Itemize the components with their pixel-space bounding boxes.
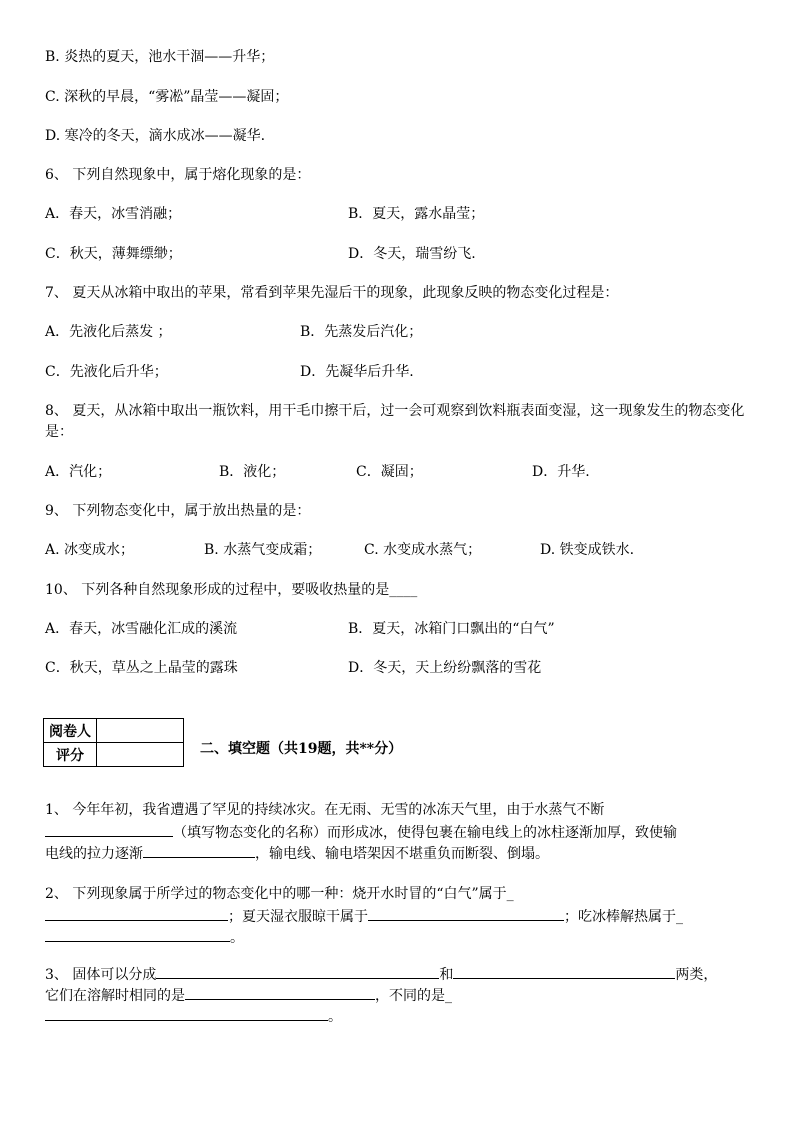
fill-q2-text3: ；吃冰棒解热属于_ (564, 909, 683, 925)
fill-q1-text1: 1、 今年年初，我省遭遇了罕见的持续冰灾。在无雨、无雪的冰冻天气里，由于水蒸气不断 (45, 802, 605, 818)
fill-q2-text2: ；夏天湿衣服晾干属于 (228, 909, 368, 925)
fill-q3-line3 (45, 1005, 342, 1025)
q7-option-a: A．先液化后蒸发 ； (45, 324, 172, 340)
q10-option-d: D．冬天，天上纷纷飘落的雪花 (348, 660, 542, 676)
score-label: 评分 (44, 743, 97, 767)
fill-q3-text5: ，不同的是_ (375, 988, 452, 1004)
q7-option-c: C．先液化后升华； (45, 364, 168, 380)
q7-stem: 7、 夏天从冰箱中取出的苹果，常看到苹果先湿后干的现象，此现象反映的物态变化过程是： (45, 285, 619, 301)
q9-stem: 9、 下列物态变化中，属于放出热量的是： (45, 503, 311, 519)
q9-option-b: B. 水蒸气变成霜； (204, 542, 322, 558)
q5-option-c: C. 深秋的早晨，“雾凇”晶莹——凝固； (45, 89, 289, 105)
q6-stem: 6、 下列自然现象中，属于熔化现象的是： (45, 167, 311, 183)
fill-q3-blank4[interactable] (45, 1005, 328, 1021)
fill-q3-text6: 。 (328, 1009, 342, 1025)
q9-option-d: D. 铁变成铁水. (540, 542, 635, 558)
fill-q1-text2: （填写物态变化的名称）而形成冰，使得包裹在输电线上的冰柱逐渐加厚，致使输 (173, 825, 677, 841)
q6-option-a: A．春天，冰雪消融； (45, 206, 182, 222)
fill-q3-text2: 和 (439, 967, 454, 983)
q5-option-d: D. 寒冷的冬天，滴水成冰——凝华. (45, 128, 266, 144)
q8-option-b: B．液化； (219, 464, 286, 480)
score-table (43, 718, 184, 767)
fill-q2-text4: 。 (230, 930, 244, 946)
fill-q3-line2 (45, 984, 452, 1004)
fill-q2-blank2[interactable] (368, 905, 564, 921)
fill-q2-line2 (45, 905, 683, 925)
q6-option-b: B．夏天，露水晶莹； (348, 206, 485, 222)
q8-stem: 8、 夏天，从冰箱中取出一瓶饮料，用干毛巾擦干后，过一会可观察到饮料瓶表面变湿，这一现象发生的物态变化是： (45, 403, 745, 440)
q9-option-a: A. 冰变成水； (45, 542, 135, 558)
fill-q3-blank1[interactable] (156, 963, 439, 979)
fill-q1-text3: 电线的拉力逐渐 (45, 846, 143, 862)
q7-option-d: D．先凝华后升华. (300, 364, 414, 380)
fill-q2-blank1[interactable] (45, 905, 228, 921)
fill-q3-text3: 两类， (675, 967, 718, 983)
reviewer-label: 阅卷人 (44, 719, 97, 743)
q10-stem: 10、 下列各种自然现象形成的过程中，要吸收热量的是____ (45, 582, 418, 598)
fill-q1-blank2[interactable] (143, 842, 255, 858)
q9-option-c: C. 水变成水蒸气； (364, 542, 482, 558)
fill-q2-text1: 2、 下列现象属于所学过的物态变化中的哪一种：烧开水时冒的“白气”属于_ (45, 886, 514, 902)
fill-q2-line3 (45, 926, 244, 946)
section-title: 二、填空题（共19题，共**分） (200, 741, 403, 757)
q8-option-c: C．凝固； (356, 464, 423, 480)
fill-q3-blank2[interactable] (453, 963, 675, 979)
q8-option-a: A．汽化； (45, 464, 112, 480)
q10-option-c: C．秋天，草丛之上晶莹的露珠 (45, 660, 238, 676)
fill-q2-blank3[interactable] (45, 926, 230, 942)
q7-option-b: B．先蒸发后汽化； (300, 324, 423, 340)
q8-option-d: D．升华. (532, 464, 590, 480)
score-cell (97, 743, 184, 767)
fill-q3-text4: 它们在溶解时相同的是 (45, 988, 185, 1004)
fill-q1-line3 (45, 842, 549, 862)
fill-q3-text1: 3、 固体可以分成 (45, 967, 157, 983)
fill-q3-line1 (45, 963, 717, 983)
fill-q1-line2 (45, 821, 677, 841)
q5-option-b: B. 炎热的夏天，池水干涸——升华； (45, 49, 275, 65)
q6-option-c: C．秋天，薄舞缥缈； (45, 246, 182, 262)
fill-q1-text4: ，输电线、输电塔架因不堪重负而断裂、倒塌。 (255, 846, 549, 862)
q6-option-d: D．冬天，瑞雪纷飞. (348, 246, 476, 262)
fill-q1-line1 (45, 800, 604, 820)
fill-q2-line1 (45, 884, 514, 904)
q10-option-b: B．夏天，冰箱门口飘出的“白气” (348, 621, 555, 637)
fill-q1-blank1[interactable] (45, 821, 173, 837)
reviewer-cell (97, 719, 184, 743)
q10-option-a: A．春天，冰雪融化汇成的溪流 (45, 621, 238, 637)
fill-q3-blank3[interactable] (185, 984, 375, 1000)
